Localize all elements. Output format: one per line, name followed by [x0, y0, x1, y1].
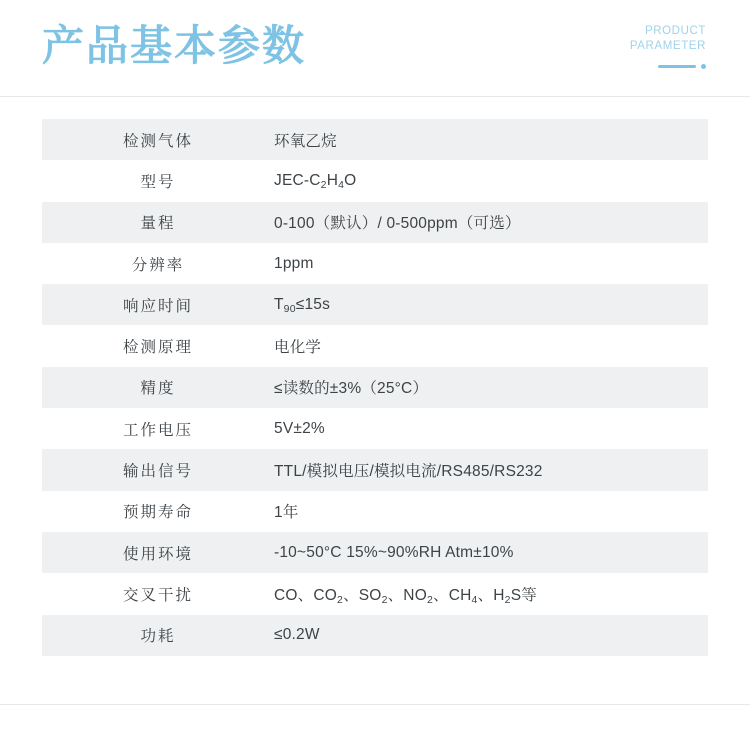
- table-row: [42, 202, 708, 243]
- table-row: [42, 243, 708, 284]
- spec-label: 精度: [42, 367, 274, 408]
- spec-value: TTL/模拟电压/模拟电流/RS485/RS232: [274, 449, 708, 490]
- subtitle-line-1: PRODUCT: [644, 25, 706, 37]
- table-row: [42, 160, 708, 201]
- spec-label: 功耗: [42, 615, 274, 656]
- spec-label: 检测原理: [42, 325, 274, 366]
- table-row: [42, 449, 708, 490]
- spec-table-body: [42, 119, 708, 656]
- table-row: [42, 367, 708, 408]
- spec-label: 量程: [42, 202, 274, 243]
- page-header: [0, 0, 750, 96]
- spec-label: 预期寿命: [42, 491, 274, 532]
- footer-divider: [0, 704, 750, 705]
- spec-label: 响应时间: [42, 284, 274, 325]
- table-row: [42, 573, 708, 614]
- spec-value: 1ppm: [274, 243, 708, 284]
- subtitle-line-2: PARAMETER: [629, 40, 706, 52]
- spec-value: CO、$CO_2$、$SO_2$、$NO_2$、$CH_4$、$H_2S$等: [274, 573, 708, 614]
- spec-label: 输出信号: [42, 449, 274, 490]
- spec-value: JEC-$C_2H_4O$: [274, 160, 708, 201]
- header-divider: [0, 96, 750, 97]
- header-accent-decoration: [652, 64, 706, 70]
- spec-value: 环氧乙烷: [274, 119, 708, 160]
- spec-table: [42, 119, 708, 656]
- table-row: [42, 119, 708, 160]
- spec-value: 0-100（默认）/ 0-500ppm（可选）: [274, 202, 708, 243]
- spec-value: 1年: [274, 491, 708, 532]
- spec-value: 5V±2%: [274, 408, 708, 449]
- table-row: [42, 532, 708, 573]
- spec-value: ≤0.2W: [274, 615, 708, 656]
- accent-bar-icon: [658, 65, 696, 68]
- table-row: [42, 284, 708, 325]
- spec-label: 检测气体: [42, 119, 274, 160]
- spec-label: 交叉干扰: [42, 573, 274, 614]
- page-subtitle: [630, 24, 706, 54]
- table-row: [42, 325, 708, 366]
- table-row: [42, 408, 708, 449]
- spec-value: ≤读数的±3%（25°C）: [274, 367, 708, 408]
- page-title: 产品基本参数: [42, 22, 307, 69]
- spec-value: 电化学: [274, 325, 708, 366]
- spec-value: -10~50°C 15%~90%RH Atm±10%: [274, 532, 708, 573]
- spec-label: 工作电压: [42, 408, 274, 449]
- spec-table-container: [42, 119, 708, 656]
- spec-label: 型号: [42, 160, 274, 201]
- spec-label: 使用环境: [42, 532, 274, 573]
- spec-value: $T_{90}\le 15s$: [274, 284, 708, 325]
- table-row: [42, 615, 708, 656]
- table-row: [42, 491, 708, 532]
- spec-label: 分辨率: [42, 243, 274, 284]
- accent-dot-icon: [701, 64, 706, 69]
